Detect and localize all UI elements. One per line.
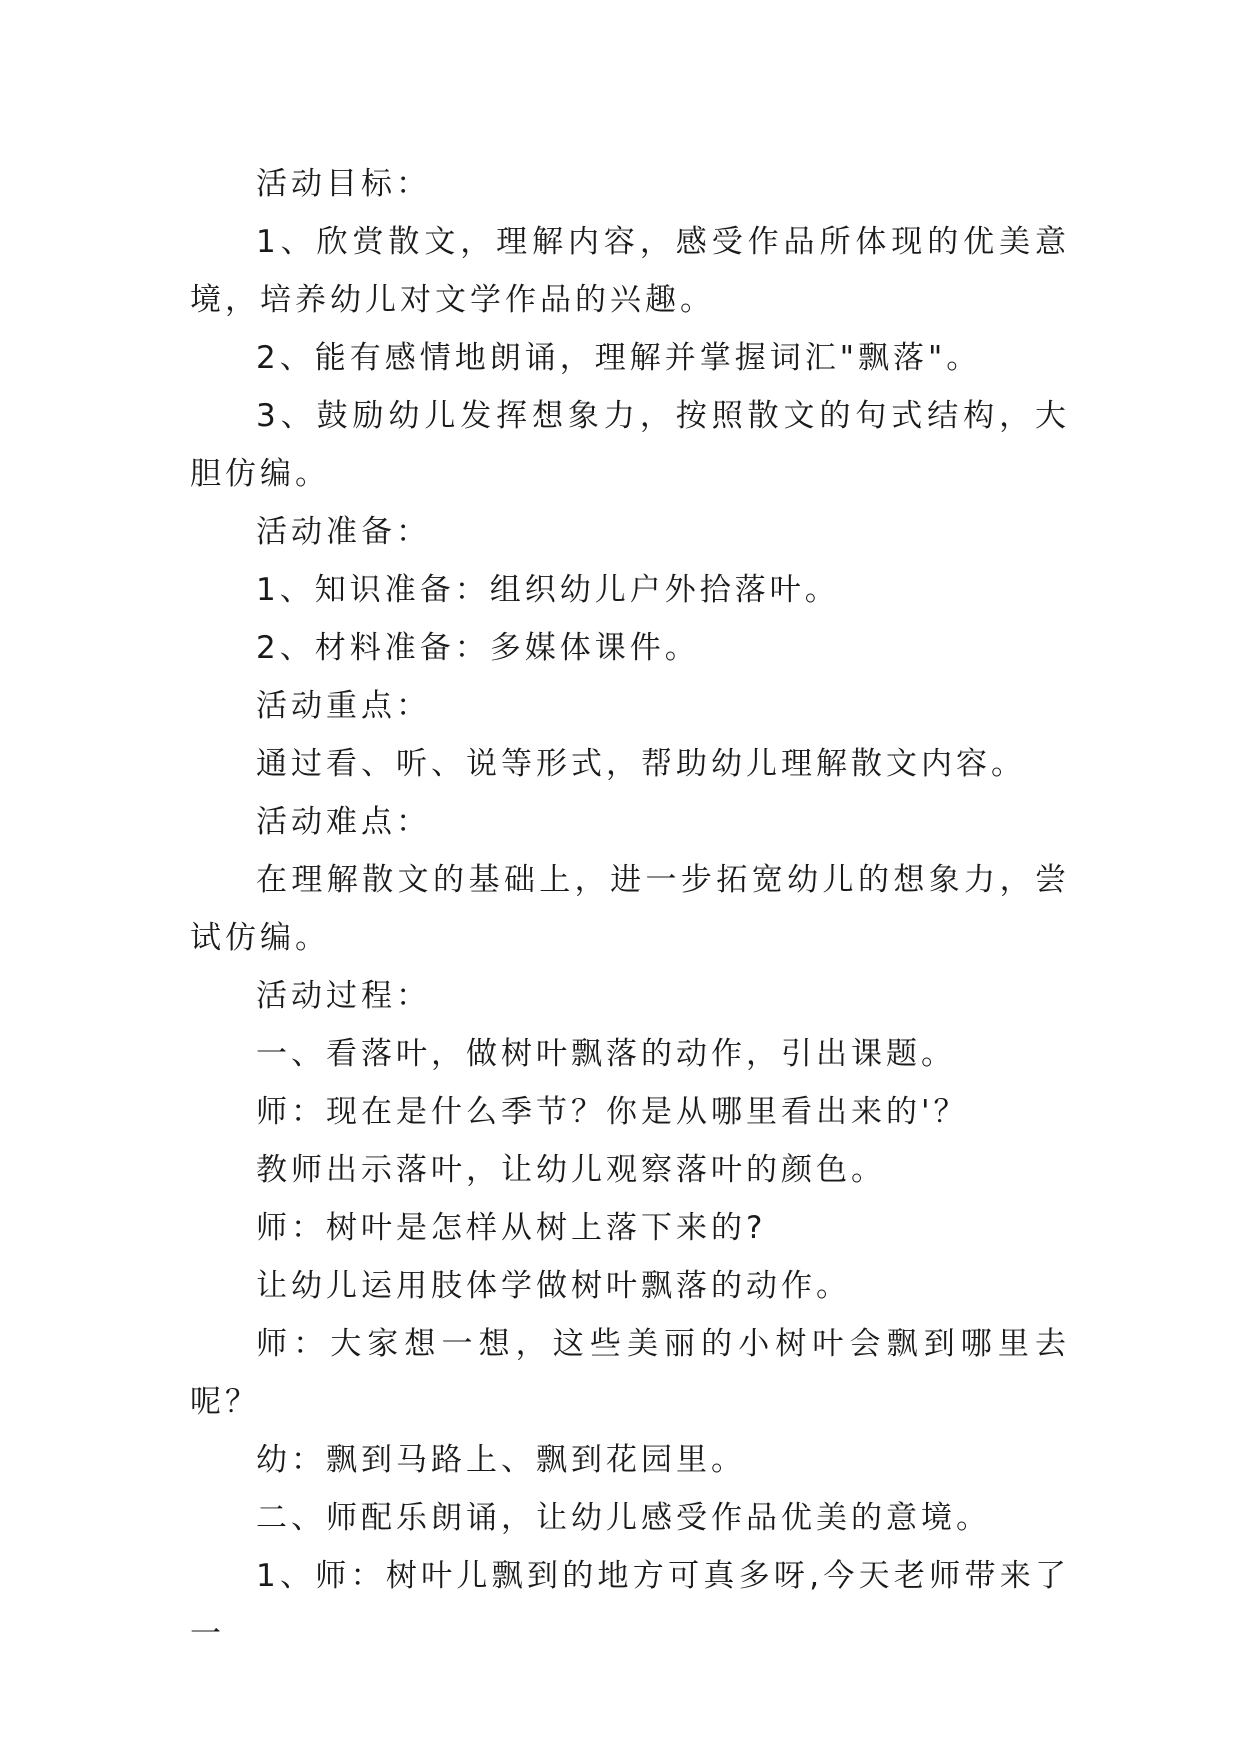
process-dialogue-6: 幼：飘到马路上、飘到花园里。	[256, 1442, 746, 1478]
process-step-2-item-1: 1、师：树叶儿飘到的地方可真多呀,今天老师带来了一	[190, 1558, 1070, 1652]
process-step-1: 一、看落叶，做树叶飘落的动作，引出课题。	[256, 1036, 956, 1072]
heading-activity-goals: 活动目标：	[256, 166, 431, 202]
process-dialogue-2: 教师出示落叶，让幼儿观察落叶的颜色。	[256, 1152, 886, 1188]
preparation-item-1: 1、知识准备：组织幼儿户外拾落叶。	[256, 572, 840, 608]
focus-text: 通过看、听、说等形式，帮助幼儿理解散文内容。	[256, 746, 1026, 782]
heading-activity-process: 活动过程：	[256, 978, 431, 1014]
document-body	[190, 155, 1070, 1663]
heading-activity-focus: 活动重点：	[256, 688, 431, 724]
heading-activity-difficulty: 活动难点：	[256, 804, 431, 840]
heading-activity-preparation: 活动准备：	[256, 514, 431, 550]
process-step-2: 二、师配乐朗诵，让幼儿感受作品优美的意境。	[256, 1500, 991, 1536]
goal-item-3: 3、鼓励幼儿发挥想象力，按照散文的句式结构，大胆仿编。	[190, 398, 1070, 492]
difficulty-text: 在理解散文的基础上，进一步拓宽幼儿的想象力，尝试仿编。	[190, 862, 1070, 956]
process-dialogue-4: 让幼儿运用肢体学做树叶飘落的动作。	[256, 1268, 851, 1304]
process-dialogue-3: 师：树叶是怎样从树上落下来的?	[256, 1210, 767, 1246]
goal-item-2: 2、能有感情地朗诵，理解并掌握词汇"飘落"。	[256, 340, 982, 376]
goal-item-1: 1、欣赏散文，理解内容，感受作品所体现的优美意境，培养幼儿对文学作品的兴趣。	[190, 224, 1070, 318]
preparation-item-2: 2、材料准备：多媒体课件。	[256, 630, 700, 666]
process-dialogue-1: 师：现在是什么季节？你是从哪里看出来的'？	[256, 1094, 969, 1130]
process-dialogue-5: 师：大家想一想，这些美丽的小树叶会飘到哪里去呢？	[190, 1326, 1070, 1420]
